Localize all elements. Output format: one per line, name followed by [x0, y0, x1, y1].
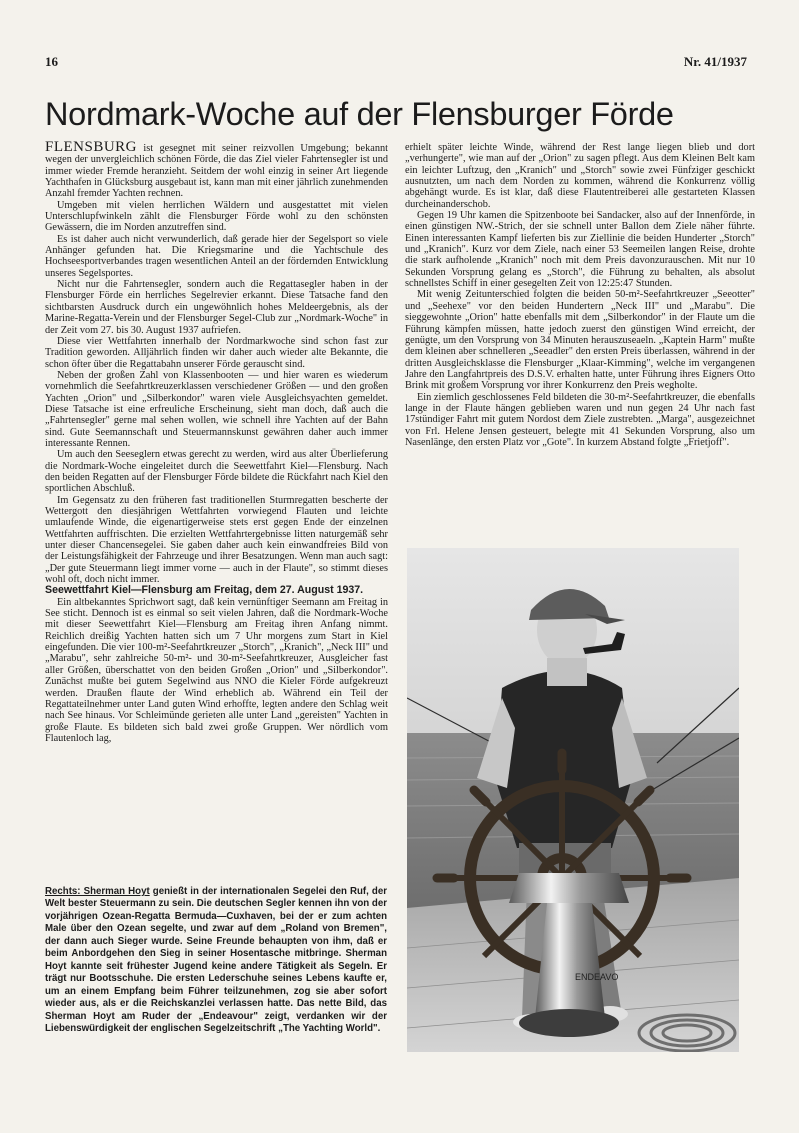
- paragraph: Um auch den Seeseglern etwas gerecht zu werden, wird aus alter Überlieferung die Nordmark-Woche eingeleitet durch die Seewettfahrt Kiel—Flensburg. Nach den beiden Regatten auf der Flensburger Förde bildete die Rückfahrt nach Kiel den sportlichen Abschluß.: [45, 449, 388, 495]
- paragraph: FLENSBURG ist gesegnet mit seiner reizvollen Umgebung; bekannt wegen der unvergleichlich schönen Förde, die das Ziel vieler Fahrtensegler ist und immer wieder Fremde heranzieht. Seitdem der wohl einzig in seiner Art liegende Yachthafen in Glücksburg ausgebaut ist, kann man mit einer jährlich zunehmenden Anzahl fremder Yachten rechnen.: [45, 139, 388, 200]
- caption-lead: Rechts: Sherman Hoyt: [45, 886, 150, 897]
- paragraph: Nicht nur die Fahrtensegler, sondern auch die Regattasegler haben in der Flensburger Förde ein herrliches Segelrevier erkannt. Diese Tatsache fand den sichtbarsten Ausdruck durch ein ungewöhnlich hohes Meldeergebnis, als der Marine-Regatta-Verein und der Flensburger Segel-Club zur „Nordmark-Woche" in der Zeit vom 27. bis 30. August 1937 aufriefen.: [45, 279, 388, 336]
- dropcap: FLENSBURG: [45, 139, 138, 155]
- page-number: 16: [45, 54, 58, 69]
- paragraph: Gegen 19 Uhr kamen die Spitzenboote bei Sandacker, also auf der Innenförde, in einen günstigen NW.-Strich, der sie schnell unter Ballon dem Ziele näher führte. Einen interessanten Kampf lieferten bis zur Ziellinie die beiden Hunderter „Storch" und „Kranich". Kurz vor dem Ziele, nach einer 53 Seemeilen langen Reise, drohte die stark aufholende „Kranich" noch mit dem Preis davonzurauschen. Mit nur 10 Sekunden Vorsprung gelang es „Storch", die Führung zu behalten, als absolut schnellstes Schiff in einer gesegelten Zeit von 12:25:47 Stunden.: [405, 210, 755, 290]
- paragraph: Ein ziemlich geschlossenes Feld bildeten die 30-m²-Seefahrtkreuzer, die ebenfalls lange in der Flaute hängen geblieben waren und nun gegen 24 Uhr nach fast 17stündiger Fahrt mit gutem Nordost dem Ziele zustrebten. „Marga", ausgezeichnet von Frl. Helene Jensen gesteuert, belegte mit 41 Sekunden Vorsprung, also um Nasenlänge, den ersten Platz vor „Gote". In kurzem Abstand folgte „Frietjoff".: [405, 391, 755, 448]
- issue-number: Nr. 41/1937: [683, 54, 747, 69]
- photo-illustration: [407, 548, 739, 1052]
- paragraph: Mit wenig Zeitunterschied folgten die beiden 50-m²-Seefahrtkreuzer „Seeotter" und „Seehexe" vor den beiden Hundertern „Neck III" und „Marabu". Die sieggewohnte „Orion" hatte ebenfalls mit dem „Silberkondor" in der Flaute um die Führung kämpfen müssen, hatte jedoch zuerst den günstigen Wind erreicht, der genügte, um den Vorsprung von 34 Minuten herauszuseaeln. „Kaptein Harm" mußte dem kleinen aber schnelleren „Seeadler" den ersten Preis überlassen, während in der dritten Ausgleichsklasse die Flensburger „Klaar-Kimming", welche im vergangenen Jahre den Langfahrtpreis des D.S.V. erhalten hatte, unter Führung ihres Eigners Otto Brink mit großem Vorsprung vor ihrer Konkurrenz den Preis wegholte.: [405, 289, 755, 392]
- binnacle-label: ENDEAVO: [575, 972, 619, 982]
- paragraph: Neben der großen Zahl von Klassenbooten — und hier waren es wiederum vornehmlich die Seefahrtkreuzerklassen verschiedener Größen — und den großen Yachten „Orion" und „Silberkondor" waren viele Ausgleichsyachten gemeldet. Diese Tatsache ist eine erfreuliche Erscheinung, sieht man doch, daß auch die „Fahrtensegler" gerne mal sehen wollen, wie schnell ihre Yachten auf der Bahn sind. Gute Seemannschaft und Steuermannskunst gewähren daher auch immer interessante Rennen.: [45, 369, 388, 449]
- paragraph: Im Gegensatz zu den früheren fast traditionellen Sturmregatten bescherte der Wettergott den diesjährigen Wettfahrten vorwiegend Flauten und leichte umlaufende Winde, die eigenartigerweise stets erst gegen Ende der einzelnen Wettfahrten auffrischten. Die erzielten Wettfahrtergebnisse litten naturgemäß sehr unter dieser Chancensegelei. Sie gaben daher auch kein einwandfreies Bild von der Leistungsfähigkeit der Fahrzeuge und ihrer Besatzungen. Wenn man auch sagt: „Der gute Steuermann liegt immer vorne — auch in der Flaute", so stimmt dieses wohl oft, doch nicht immer.: [45, 494, 388, 586]
- right-column: [405, 142, 755, 448]
- paragraph: Ein altbekanntes Sprichwort sagt, daß kein vernünftiger Seemann am Freitag in See sticht. Dennoch ist es einmal so seit vielen Jahren, daß die Nordmark-Woche mit dieser Seewettfahrt Kiel—Flensburg am Freitag ihren Anfang nimmt. Reichlich dreißig Yachten hatten sich um 7 Uhr morgens zum Start in Kiel eingefunden. Die vier 100-m²-Seefahrtkreuzer „Storch", „Kranich", „Neck III" und „Marabu", sehr zahlreiche 50-m²- und 30-m²-Seefahrtkreuzer, Ausgleicher fast aller Größen, überschattet von den beiden Großen „Orion" und „Silberkondor". Zunächst mußte bei gutem Segelwind aus NNO die Kieler Förde aufgekreuzt werden. Draußen flaute der Wind erheblich ab. Während ein Teil der Regattateilnehmer unter Land guten Wind erhoffte, legten andere den Schlag weit nach See hinaus. Vor Schleimünde gerieten alle unter Land „gereisten" Yachten in große Flaute. Es bildeten sich bald zwei große Gruppen. Wer nördlich vom Flautenloch lag,: [45, 596, 388, 744]
- photo-caption: [45, 886, 387, 1035]
- left-column: [45, 139, 388, 744]
- section-subheading: Seewettfahrt Kiel—Flensburg am Freitag, dem 27. August 1937.: [45, 584, 364, 597]
- caption-text: genießt in der internationalen Segelei den Ruf, der Welt bester Steuermann zu sein. Die deutschen Segler kennen ihn von der vorjährigen Ozean-Regatta Bermuda—Cuxhaven, bei der er zum achten Male über den Ozean segelte, und zwar auf dem „Roland von Bremen", der dann auch Sieger wurde. Seine Freunde behaupten von ihm, daß er beim Anbordgehen den Sieg in seiner Hosentasche mitbringe. Sherman Hoyt kannte seit frühester Jugend keine andere Tätigkeit als Segeln. Er trägt nur Bootsschuhe. Die ersten Lederschuhe seines Lebens kaufte er, um an einem Empfang beim Führer teilzunehmen, zog sie aber sofort wieder aus, als er die Reichskanzlei verlassen hatte. Das nette Bild, das Sherman Hoyt am Ruder der „Endeavour" zeigt, verdanken wir der Liebenswürdigkeit der englischen Segelzeitschrift „The Yachting World".: [45, 886, 387, 1034]
- paragraph: Diese vier Wettfahrten innerhalb der Nordmarkwoche sind schon fast zur Tradition geworden. Alljährlich finden wir daher auch wieder alte Bekannte, die schon öfter über die Regattabahn unserer Förde gerauscht sind.: [45, 335, 388, 370]
- paragraph: erhielt später leichte Winde, während der Rest lange liegen blieb und dort „verhungerte", wie man auf der „Orion" zu sagen pflegt. Aus dem Kleinen Belt kam ein leichter Luftzug, den „Kranich" und „Storch" sowie zwei Fünfziger geschickt ausnutzten, um nach dem Norden zu kommen, während die Konkurrenz völlig abgehängt wurde. Es ist klar, daß diese Flautentreiberei alle gestarteten Klassen durcheinanderschob.: [405, 142, 755, 210]
- paragraph: Umgeben mit vielen herrlichen Wäldern und ausgestattet mit vielen Unterschlupfwinkeln zählt die Flensburger Förde wohl zu den schönsten Gewässern, die im Norden anzutreffen sind.: [45, 199, 388, 234]
- article-title: Nordmark-Woche auf der Flensburger Förde: [45, 96, 674, 132]
- photo-sherman-hoyt: [407, 548, 739, 1052]
- paragraph: Es ist daher auch nicht verwunderlich, daß gerade hier der Segelsport so viele Anhänger gefunden hat. Die Kriegsmarine und die Yachtschule des Hochseesportverbandes tragen wesentlichen Anteil an der fördernden Entwicklung unseres Segelsportes.: [45, 233, 388, 279]
